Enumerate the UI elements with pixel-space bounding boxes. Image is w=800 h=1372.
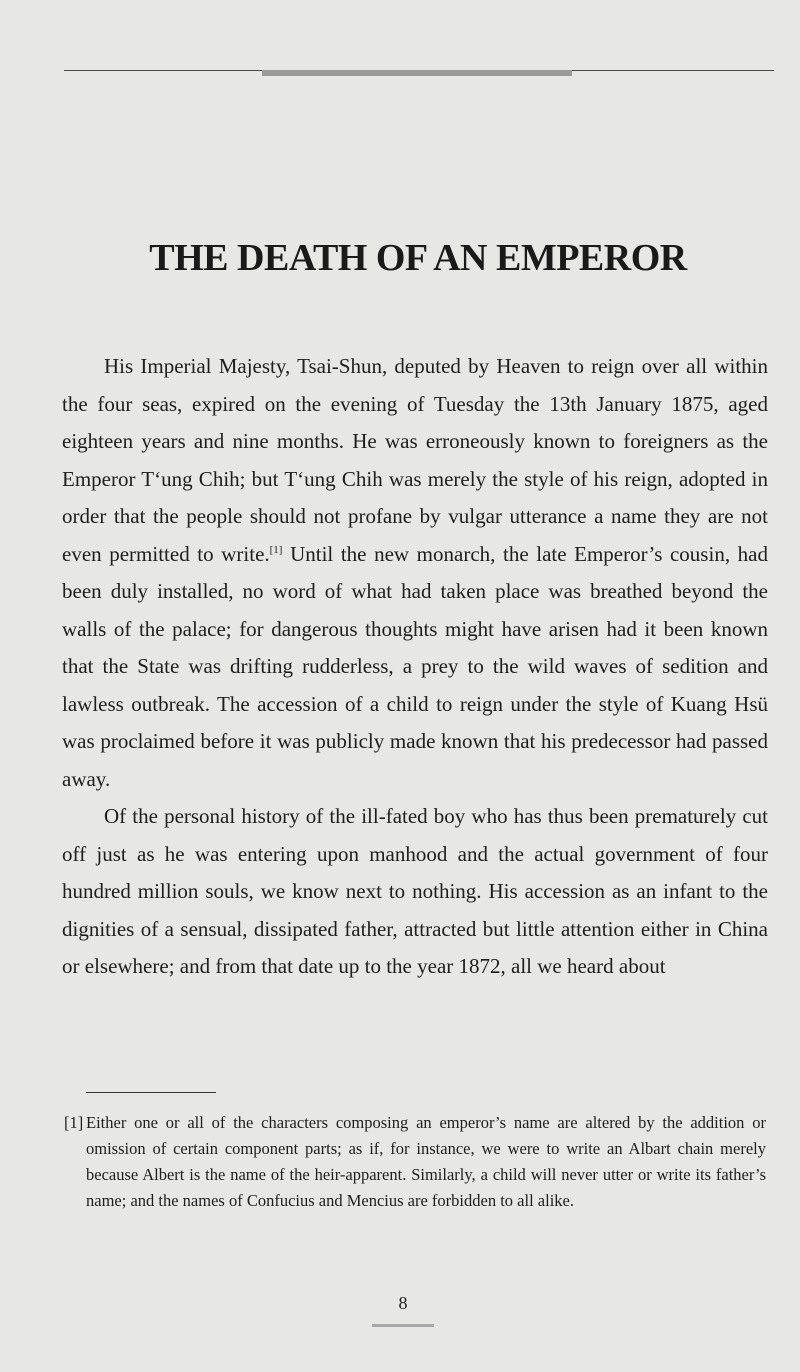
- paragraph-1-after: Until the new monarch, the late Emperor’s cousin, had been duly installed, no word of what had taken place was breathed beyond the walls of the palace; for dangerous thoughts might have arisen had it been known that the State was drifting rudderless, a prey to the wild waves of sedition and lawless outbreak. The accession of a child to reign under the style of Kuang Hsü was proclaimed before it was publicly made known that his predecessor had passed away.: [62, 541, 768, 791]
- header-rule-accent: [262, 70, 572, 76]
- paragraph-1: [62, 348, 768, 798]
- footnote-text: Either one or all of the characters composing an emperor’s name are altered by the addition or omission of certain component parts; as if, for instance, we were to write an Albart chain merely because Albert is the name of the heir-apparent. Similarly, a child will never utter or write its father’s name; and the names of Confucius and Mencius are forbidden to all alike.: [86, 1113, 766, 1210]
- chapter-title: THE DEATH OF AN EMPEROR: [149, 237, 687, 279]
- footer-rule: [372, 1324, 434, 1327]
- footnote-reference[interactable]: [1]: [269, 543, 283, 556]
- footnote-rule: [86, 1092, 216, 1093]
- page-number: 8: [398, 1293, 408, 1313]
- footnote-number: [1]: [64, 1113, 84, 1132]
- body-text: [62, 348, 768, 986]
- paragraph-1-before: His Imperial Majesty, Tsai-Shun, deputed by Heaven to reign over all within the four seas, expired on the evening of Tuesday the 13th January 1875, aged eighteen years and nine months. He was erroneously known to foreigners as the Emperor T‘ung Chih; but T‘ung Chih was merely the style of his reign, adopted in order that the people should not profane by vulgar utterance a name they are not even permitted to write.: [62, 354, 768, 566]
- footnote: [64, 1110, 766, 1214]
- paragraph-2: Of the personal history of the ill-fated boy who has thus been prematurely cut off just as he was entering upon manhood and the actual government of four hundred million souls, we know next to nothing. His accession as an infant to the dignities of a sensual, dissipated father, attracted but little attention either in China or elsewhere; and from that date up to the year 1872, all we heard about: [62, 804, 768, 978]
